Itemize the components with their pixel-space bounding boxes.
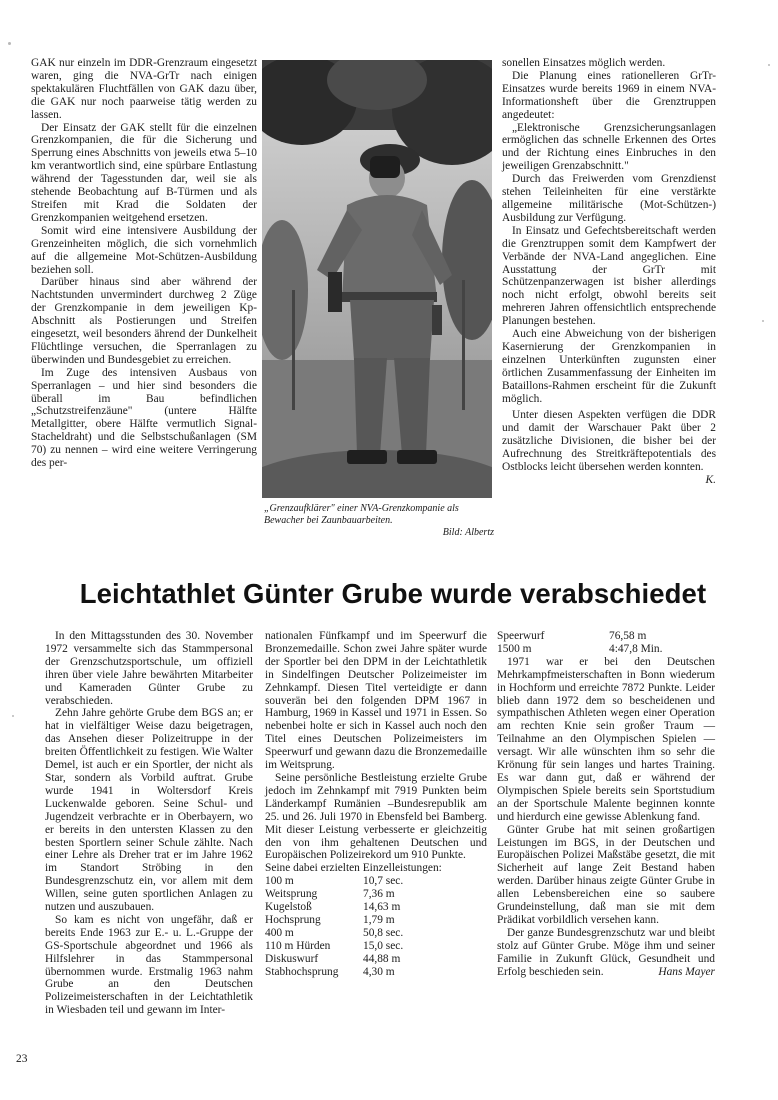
- stats-row: Speerwurf 76,58 m: [497, 630, 647, 642]
- stats-row: 1500 m 4:47,8 Min.: [497, 642, 663, 655]
- paragraph: Durch das Freiwerden vom Grenzdienst stehen Teileinheiten für eine verstärkte allgemeine militärische (Mot-Schützen-) Ausbildung zur Verfügung.: [502, 173, 716, 224]
- author-initial: K.: [705, 474, 716, 486]
- paragraph: Günter Grube hat mit seinen großartigen Leistungen im BGS, in der Deutschen und Europäischen Polizei Maßstäbe gesetzt, die mit Sicherheit auf lange Zeit Bestand haben werden. Darüber hinaus zeigte Günter Grube in allen Lebensbereichen eine so saubere Grundeinstellung, daß man sie mit dem Prädikat vorbildlich versehen kann.: [497, 823, 715, 926]
- article-column-1: [45, 630, 253, 1017]
- paragraph: In Einsatz und Gefechtsbereitschaft werden die Grenztruppen somit dem Kampfwert der Verbände der NVA-Land angeglichen. Eine Ausstattung der GrTr mit Schützenpanzerwagen ist bisher allerdings noch nicht erfolgt, obwohl bereits seit mehreren Jahren offensichtlich entsprechende Planungen bestehen.: [502, 224, 716, 328]
- top-article-left-column: [31, 57, 257, 470]
- stats-row: 400 m 50,8 sec.: [265, 926, 404, 939]
- paragraph: Der Einsatz der GAK stellt für die einzelnen Grenzkompanien, die für die Sicherung und Sperrung eines Abschnitts von jeweils etwa 5–10 km verantwortlich sind, eine spürbare Entlastung während der Tagesstunden dar, weil sie als stehende Beobachtung auf B-Türmen und als Streifen mit Krad die Soldaten der Grenzkompanien weitgehend ersetzen.: [31, 121, 257, 224]
- paragraph: GAK nur einzeln im DDR-Grenzraum eingesetzt waren, ging die NVA-GrTr nach einigen spektakulären Fluchtfällen von GAK dazu über, die GAK nur noch paarweise tätig werden zu lassen.: [31, 57, 257, 121]
- paragraph-text: Unter diesen Aspekten verfügen die DDR und damit der Warschauer Pakt über 2 zusätzliche Divisionen, die bisher bei der Aufrechnung des Streitkräftepotentials des Ostblocks leicht übersehen werden konnten.: [502, 409, 716, 474]
- paragraph: Im Zuge des intensiven Ausbaus von Sperranlagen – und hier sind besonders die überall im Bau befindlichen „Schutzstreifenzäune" (untere Hälfte Metallgitter, obere Hälfte vermutlich Signal-Stacheldraht) und die Selbstschußanlagen (SM 70) zu nennen – wird eine weitere Verringerung des per-: [31, 366, 257, 470]
- stats-row: Hochsprung 1,79 m: [265, 913, 395, 926]
- paragraph: 1971 war er bei den Deutschen Mehrkampfmeisterschaften in Bonn wiederum in Hochform und erreichte 7872 Punkte. Leider blieb dann 1972 dem so bescheidenen und sympathischen Athleten wegen einer Operation am rechten Knie sein großer Traum — Teilnahme an den Olympischen Spielen — versagt. Wir alle wünschten ihm so sehr die Krönung für sein langes und hartes Training. Es war dann gut, daß er während der Olympischen Spiele bereits sein Sportstudium an der Sportschule Malente beginnen konnte und hierdurch eine gewisse Ablenkung fand.: [497, 655, 715, 823]
- page-number: 23: [16, 1053, 28, 1065]
- paragraph: Seine persönliche Bestleistung erzielte Grube jedoch im Zehnkampf mit 7919 Punkten beim Länderkampf Rumänien –Bundesrepublik am 25. und 26. Juli 1970 in Ebensfeld bei Bamberg. Mit dieser Leistung verbesserte er gleichzeitig den von ihm gehaltenen Deutschen und Europäischen Polizeirekord um 910 Punkte.: [265, 771, 487, 862]
- stats-row: Stabhochsprung 4,30 m: [265, 965, 395, 978]
- paragraph: Die Planung eines rationelleren GrTr-Einsatzes wurde bereits 1969 in einem NVA-Informationsheft über die Grenztruppen angedeutet:: [502, 69, 716, 121]
- paragraph: In den Mittagsstunden des 30. November 1972 versammelte sich das Stammpersonal der Grenzschutzsportschule, um offiziell ihren über viele Jahre bewährten Mitarbeiter und Kameraden Günter Grube zu verabschieden.: [45, 630, 253, 707]
- stats-row: Weitsprung 7,36 m: [265, 888, 395, 901]
- paragraph: [497, 927, 715, 979]
- photo-border-guard: [262, 60, 492, 498]
- paragraph: Zehn Jahre gehörte Grube dem BGS an; er hat in vielfältiger Weise dazu beigetragen, das Ansehen dieser Polizeitruppe in der breiten Öffentlichkeit zu festigen. Wie Walter Demel, ist auch er ein Sportler, der nicht als Star, sondern als Vorbild auftrat. Grube wurde 1941 in Woltersdorf Kreis Luckenwalde geboren. Seine Schul- und Jugendzeit verbrachte er in Oberbayern, wo er bereits in den untersten Klassen zu den besten Sportlern seiner Schule zählte. Nach einer Lehre als Dreher trat er im Jahre 1962 im Standort Ströbing in den Bundesgrenzschutz ein, vor allem mit dem Willen, seine guten sportlichen Anlagen zu nutzen und auszubauen.: [45, 707, 253, 914]
- stats-table-continued: [497, 630, 662, 656]
- caption-text: „Grenzaufklärer" einer NVA-Grenzkompanie als Bewacher bei Zaunbauarbeiten.: [264, 503, 459, 526]
- stats-row: Kugelstoß 14,63 m: [265, 901, 401, 914]
- stats-intro: Seine dabei erzielten Einzelleistungen:: [265, 862, 442, 875]
- article-headline: Leichtathlet Günter Grube wurde verabschiedet: [79, 578, 707, 609]
- paragraph: Auch eine Abweichung von der bisherigen Kasernierung der Grenzkompanien in einzelnen Unterkünften zugunsten einer örtlichen Zusammenfassung der Einheiten im Bataillons-Rahmen erscheint für die Zukunft möglich.: [502, 328, 716, 405]
- paragraph: So kam es nicht von ungefähr, daß er bereits Ende 1963 zur E.- u. L.-Gruppe der GS-Sportschule abgeordnet und 1966 als Hilfslehrer in das Stammpersonal übernommen wurde. Erstmalig 1963 nahm Grube an den Deutschen Polizeimeisterschaften in der Leichtathletik in Wiesbaden teil und gewann im Inter-: [45, 913, 253, 1017]
- stats-row: Diskuswurf 44,88 m: [265, 952, 401, 965]
- article-author: Hans Mayer: [658, 965, 715, 978]
- article-column-2: [265, 630, 487, 978]
- paragraph: [502, 409, 716, 486]
- stats-table: [265, 875, 403, 978]
- paragraph: Darüber hinaus sind aber während der Nachtstunden unvermindert durchweg 2 Züge der Grenzkompanie in dem jeweiligen Kp-Abschnitt als Postierungen und Streifen eingesetzt, weil besonders ährend der Dunkelheit Flüchtlinge versuchen, die Sperranlagen zu überwinden und Bundesgebiet zu erreichen.: [31, 276, 257, 366]
- paragraph: Somit wird eine intensivere Ausbildung der Grenzeinheiten möglich, die sich vornehmlich auf die allgemeine Mot-Schützen-Ausbildung beziehen soll.: [31, 224, 257, 276]
- article-column-3: [497, 630, 715, 978]
- photo-credit: Bild: Albertz: [442, 527, 494, 538]
- paragraph: sonellen Einsatzes möglich werden.: [502, 57, 666, 69]
- stats-row: 100 m 10,7 sec.: [265, 875, 404, 888]
- top-article-right-column: [502, 57, 716, 487]
- stats-row: 110 m Hürden 15,0 sec.: [265, 939, 404, 952]
- quote-paragraph: „Elektronische Grenzsicherungsanlagen ermöglichen das schnelle Erkennen des Ortes und der Richtung eines Einbruches in den jeweiligen Grenzabschnitt.": [502, 121, 716, 173]
- paragraph-text: Der ganze Bundesgrenzschutz war und bleibt stolz auf Günter Grube. Möge ihm und seiner Familie in Zukunft Glück, Gesundheit und Erfolg beschieden sein.: [497, 926, 715, 978]
- photo-caption: [264, 503, 494, 539]
- paragraph: nationalen Fünfkampf und im Speerwurf die Bronzemedaille. Schon zwei Jahre später wurde der Sportler bei den DPM in der Leichtathletik in Sindelfingen Deutscher Polizeimeister im Zehnkampf. Diesen Titel verteidigte er dann souverän bei den folgenden DPM 1967 in Hamburg, 1969 in Kassel und 1971 in Essen. So nebenbei holte er sich in Kassel auch noch den Titel eines Deutschen Polizeimeisters im Speerwurf und gewann dazu die Bronzemedaille im Weitsprung.: [265, 630, 487, 772]
